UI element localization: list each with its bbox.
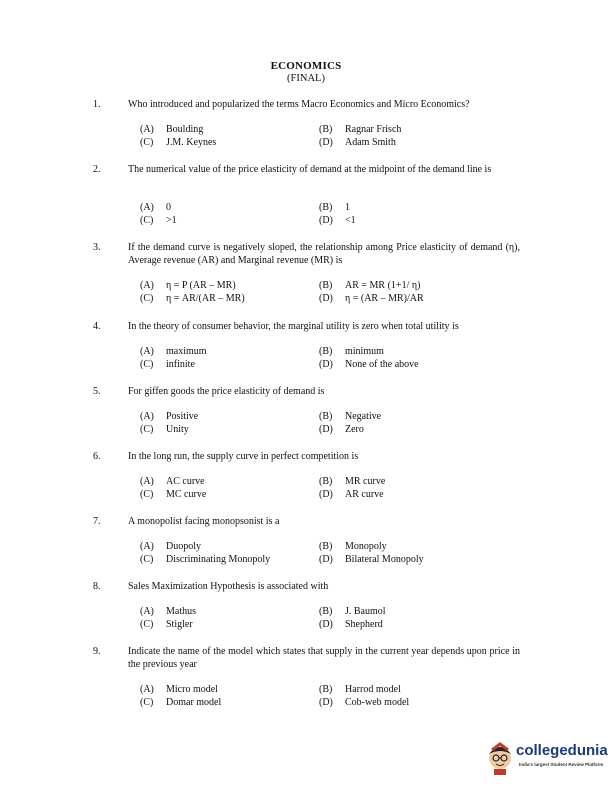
question-number: 2.: [93, 164, 101, 175]
option-text: J. Baumol: [345, 606, 386, 617]
option-letter: (C): [140, 137, 154, 148]
question-text: A monopolist facing monopsonist is a: [128, 516, 280, 527]
question-number: 8.: [93, 581, 101, 592]
question-text: If the demand curve is negatively sloped, the relationship among Price elasticity of demand (η), Average revenue (AR) and Marginal revenue (MR) is: [128, 242, 520, 266]
option-text: <1: [345, 215, 356, 226]
option-text: Mathus: [166, 606, 196, 617]
option-letter: (D): [319, 554, 333, 565]
option-text: AC curve: [166, 476, 205, 487]
question-6-option: [319, 476, 385, 487]
option-text: Bilateral Monopoly: [345, 554, 424, 565]
question-1-option: [140, 137, 216, 148]
option-letter: (B): [319, 606, 333, 617]
question-6-option: [140, 476, 205, 487]
option-letter: (D): [319, 697, 333, 708]
option-text: Zero: [345, 424, 364, 435]
option-text: Harrod model: [345, 684, 401, 695]
question-9-option: [319, 697, 409, 708]
option-text: J.M. Keynes: [166, 137, 217, 148]
question-2-option: [140, 215, 177, 226]
option-letter: (C): [140, 215, 154, 226]
option-letter: (D): [319, 293, 333, 304]
question-4-option: [140, 359, 195, 370]
question-5-option: [319, 411, 381, 422]
question-text: In the theory of consumer behavior, the marginal utility is zero when total utility is: [128, 321, 459, 332]
option-letter: (B): [319, 411, 333, 422]
question-9-option: [140, 697, 221, 708]
question-7-option: [319, 554, 424, 565]
option-text: Unity: [166, 424, 189, 435]
option-text: Monopoly: [345, 541, 387, 552]
question-8-option: [319, 606, 386, 617]
question-number: 4.: [93, 321, 101, 332]
option-text: Micro model: [166, 684, 218, 695]
option-letter: (C): [140, 424, 154, 435]
question-number: 6.: [93, 451, 101, 462]
option-letter: (A): [140, 606, 154, 617]
question-3-option: [140, 280, 236, 291]
option-letter: (C): [140, 359, 154, 370]
question-7-option: [140, 541, 201, 552]
option-text: 0: [166, 202, 171, 213]
option-text: Duopoly: [166, 541, 201, 552]
option-text: AR curve: [345, 489, 384, 500]
option-text: >1: [166, 215, 177, 226]
option-text: None of the above: [345, 359, 419, 370]
question-text: In the long run, the supply curve in perfect competition is: [128, 451, 359, 462]
option-letter: (C): [140, 293, 154, 304]
option-letter: (D): [319, 215, 333, 226]
question-4-option: [319, 346, 384, 357]
option-text: Stigler: [166, 619, 193, 630]
question-2-option: [140, 202, 171, 213]
option-letter: (B): [319, 684, 333, 695]
option-text: η = (AR – MR)/AR: [345, 293, 424, 304]
question-8-option: [319, 619, 383, 630]
option-text: Positive: [166, 411, 199, 422]
option-letter: (C): [140, 489, 154, 500]
question-8-option: [140, 619, 193, 630]
question-text: Sales Maximization Hypothesis is associated with: [128, 581, 329, 592]
option-letter: (B): [319, 202, 333, 213]
brand-name: collegedunia: [516, 742, 608, 759]
question-2-option: [319, 202, 350, 213]
option-text: minimum: [345, 346, 384, 357]
option-letter: (D): [319, 424, 333, 435]
option-text: infinite: [166, 359, 195, 370]
question-3-option: [319, 293, 424, 304]
option-text: η = AR/(AR – MR): [166, 293, 245, 304]
exam-title: ECONOMICS: [270, 60, 342, 72]
question-7-option: [319, 541, 387, 552]
question-9-option: [319, 684, 401, 695]
option-text: Ragnar Frisch: [345, 124, 402, 135]
question-9-option: [140, 684, 218, 695]
question-6-option: [319, 489, 384, 500]
question-2-option: [319, 215, 356, 226]
question-text: For giffen goods the price elasticity of demand is: [128, 386, 325, 397]
option-text: Negative: [345, 411, 382, 422]
question-5-option: [319, 424, 364, 435]
question-number: 9.: [93, 646, 101, 657]
option-letter: (D): [319, 619, 333, 630]
question-text: Who introduced and popularized the terms Macro Economics and Micro Economics?: [128, 99, 470, 110]
option-text: MR curve: [345, 476, 386, 487]
option-letter: (D): [319, 137, 333, 148]
question-7-option: [140, 554, 270, 565]
question-4-option: [140, 346, 207, 357]
question-number: 3.: [93, 242, 101, 253]
option-letter: (C): [140, 619, 154, 630]
option-text: Boulding: [166, 124, 204, 135]
option-text: maximum: [166, 346, 207, 357]
question-text: Indicate the name of the model which states that supply in the current year depends upon price in the previous year: [128, 646, 520, 670]
option-letter: (A): [140, 411, 154, 422]
option-letter: (A): [140, 476, 154, 487]
option-letter: (D): [319, 359, 333, 370]
option-letter: (B): [319, 346, 333, 357]
option-letter: (B): [319, 124, 333, 135]
option-text: η = P (AR – MR): [166, 280, 236, 291]
option-letter: (A): [140, 346, 154, 357]
question-number: 5.: [93, 386, 101, 397]
question-5-option: [140, 411, 198, 422]
option-letter: (A): [140, 684, 154, 695]
option-letter: (C): [140, 697, 154, 708]
question-text: The numerical value of the price elasticity of demand at the midpoint of the demand line is: [128, 164, 492, 175]
option-letter: (D): [319, 489, 333, 500]
question-3-option: [319, 280, 420, 291]
option-letter: (A): [140, 124, 154, 135]
option-text: Shepherd: [345, 619, 383, 630]
question-1-option: [140, 124, 203, 135]
question-6-option: [140, 489, 206, 500]
option-letter: (B): [319, 541, 333, 552]
option-letter: (B): [319, 280, 333, 291]
option-letter: (B): [319, 476, 333, 487]
option-text: MC curve: [166, 489, 207, 500]
option-letter: (A): [140, 202, 154, 213]
question-3-option: [140, 293, 245, 304]
option-text: Cob-web model: [345, 697, 410, 708]
question-8-option: [140, 606, 196, 617]
option-letter: (C): [140, 554, 154, 565]
option-letter: (A): [140, 541, 154, 552]
question-number: 7.: [93, 516, 101, 527]
option-text: AR = MR (1+1/ η): [345, 280, 421, 291]
question-4-option: [319, 359, 419, 370]
brand-tagline: India's largest Student Review Platform: [519, 762, 604, 767]
exam-subtitle: (FINAL): [287, 73, 325, 84]
option-text: Discriminating Monopoly: [166, 554, 271, 565]
option-text: Adam Smith: [345, 137, 396, 148]
question-5-option: [140, 424, 189, 435]
question-number: 1.: [93, 99, 101, 110]
question-1-option: [319, 137, 396, 148]
question-1-option: [319, 124, 401, 135]
option-letter: (A): [140, 280, 154, 291]
option-text: Domar model: [166, 697, 222, 708]
option-text: 1: [345, 202, 350, 213]
